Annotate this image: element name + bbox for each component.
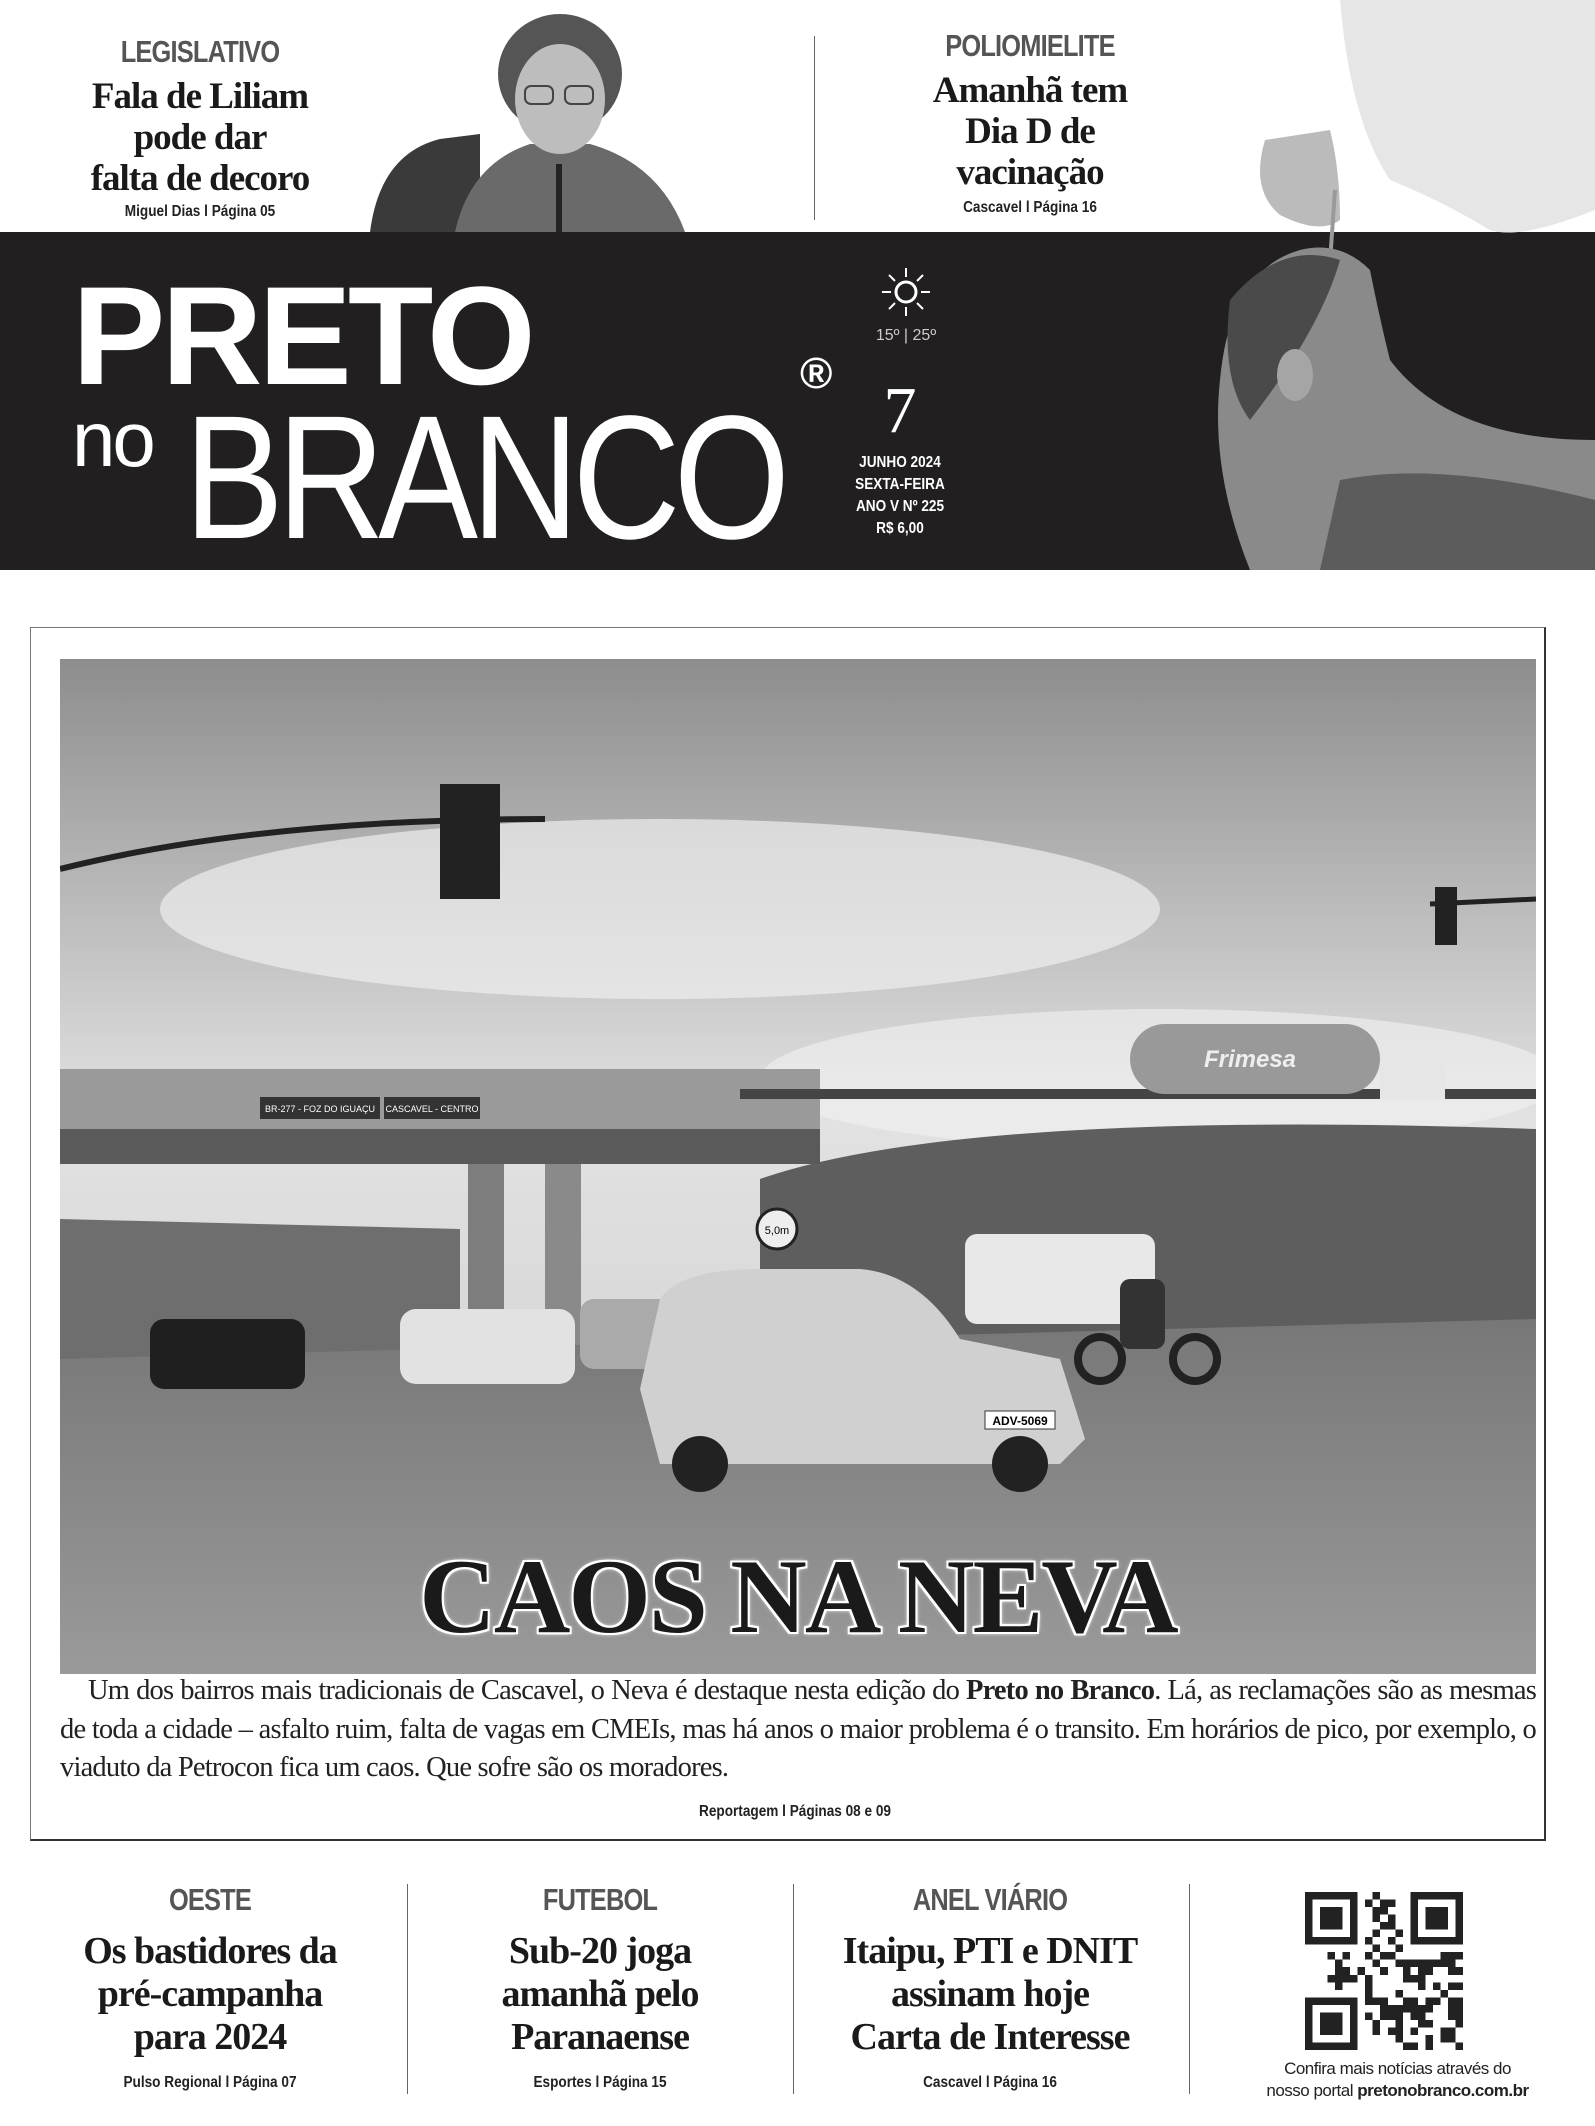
headline-line: amanhã pelo — [501, 1973, 699, 2015]
headline-line: pode dar — [133, 117, 267, 158]
headline-legislativo[interactable] — [40, 76, 360, 199]
weekday: SEXTA-FEIRA — [855, 476, 945, 493]
column-divider — [1189, 1884, 1190, 2094]
portal-line1: Confira mais notícias através do — [1284, 2059, 1511, 2078]
credit: Cascavel l Página 16 — [923, 2074, 1057, 2091]
month-year: JUNHO 2024 — [859, 454, 941, 471]
photo-main-story[interactable] — [60, 659, 1536, 1674]
headline-line: assinam hoje — [890, 1973, 1090, 2015]
kicker: ANEL VIÁRIO — [912, 1882, 1068, 1917]
body-text: . Lá, as reclamações são as mesmas de toda a cidade – asfalto ruim, falta de vagas em CMEIs, mas há anos o maior problema é o transito. Em horários de pico, por exemplo, o viaduto da Petrocon fica um caos. Que sofre são os moradores. — [60, 1675, 1536, 1783]
credit: Pulso Regional l Página 07 — [123, 2074, 297, 2091]
main-story-body — [60, 1672, 1536, 1788]
teaser-anel-viario[interactable] — [800, 1882, 1180, 2093]
headline — [410, 1930, 790, 2059]
sign-left: BR-277 - FOZ DO IGUAÇU — [264, 1104, 376, 1114]
headline-line: Dia D de — [965, 111, 1095, 152]
main-headline[interactable]: CAOS NA NEVA — [419, 1538, 1177, 1655]
credit: Esportes l Página 15 — [533, 2074, 667, 2091]
kicker: OESTE — [168, 1882, 252, 1917]
kicker-poliomielite: POLIOMIELITE — [945, 28, 1115, 63]
logo-preto: PRETO — [72, 257, 532, 414]
headline-line: Amanhã tem — [932, 70, 1128, 111]
portal-url-link[interactable]: pretonobranco.com.br — [1357, 2081, 1529, 2100]
credit-legislativo: Miguel Dias l Página 05 — [124, 203, 276, 220]
body-text: Um dos bairros mais tradicionais de Cascavel, o Neva é destaque nesta edição do — [88, 1675, 966, 1706]
headline-poliomielite[interactable] — [870, 70, 1190, 193]
truck-brand: Frimesa — [1203, 1046, 1297, 1073]
edition-info — [853, 452, 947, 540]
column-divider — [407, 1884, 408, 2094]
headline-line: falta de decoro — [90, 158, 310, 199]
headline-line: Paranaense — [511, 2016, 689, 2058]
portal-line2: nosso portal — [1266, 2081, 1358, 2100]
headline-line: para 2024 — [133, 2016, 287, 2058]
photo-liliam — [360, 14, 695, 232]
logo-branco: BRANCO — [184, 380, 784, 576]
column-divider — [793, 1884, 794, 2094]
car-plate: ADV-5069 — [992, 1414, 1048, 1428]
headline-line: Sub-20 joga — [508, 1930, 692, 1972]
body-bold-brand: Preto no Branco — [965, 1675, 1155, 1706]
headline-line: vacinação — [956, 152, 1104, 193]
credit-poliomielite: Cascavel l Página 16 — [963, 199, 1097, 216]
teaser-oeste[interactable] — [20, 1882, 400, 2093]
headline-line: Os bastidores da — [83, 1930, 337, 1972]
headline-line: Fala de Liliam — [91, 76, 309, 117]
main-story-credit[interactable]: Reportagem l Páginas 08 e 09 — [699, 1803, 891, 1820]
headline-line: Carta de Interesse — [850, 2016, 1130, 2058]
kicker-legislativo: LEGISLATIVO — [120, 34, 280, 69]
headline-line: Itaipu, PTI e DNIT — [842, 1930, 1138, 1972]
photo-vaccination — [1190, 0, 1595, 570]
temperature: 15º | 25º — [875, 327, 937, 344]
registered-mark: ® — [800, 349, 833, 398]
price: R$ 6,00 — [876, 520, 924, 537]
sun-icon — [880, 266, 932, 318]
column-divider — [814, 36, 815, 220]
sign-right: CASCAVEL - CENTRO — [385, 1104, 479, 1114]
teaser-futebol[interactable] — [410, 1882, 790, 2093]
headline — [800, 1930, 1180, 2059]
portal-note — [1210, 2058, 1585, 2102]
headline — [20, 1930, 400, 2059]
day-number: 7 — [883, 374, 917, 447]
qr-code-icon[interactable] — [1302, 1892, 1466, 2050]
height-sign: 5,0m — [764, 1225, 790, 1237]
kicker: FUTEBOL — [542, 1882, 658, 1917]
headline-line: pré-campanha — [97, 1973, 323, 2015]
edition-number: ANO V Nº 225 — [855, 498, 945, 515]
logo-no: no — [72, 395, 153, 483]
